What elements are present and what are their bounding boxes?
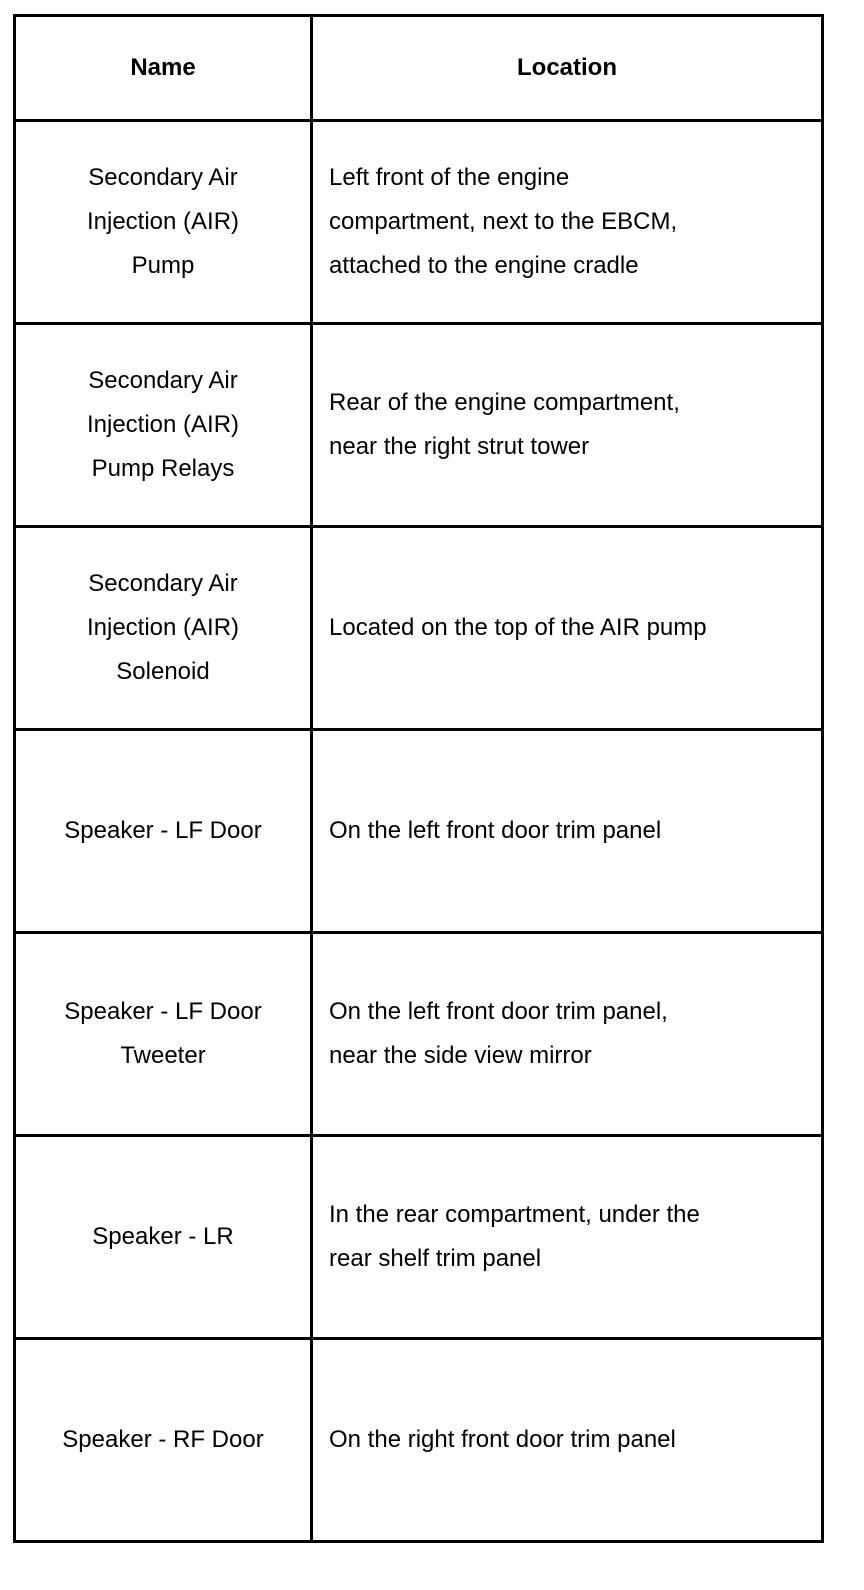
component-location-cell: Located on the top of the AIR pump <box>312 527 823 730</box>
component-location-cell: In the rear compartment, under the rear shelf trim panel <box>312 1136 823 1339</box>
component-name-cell: Speaker - LR <box>15 1136 312 1339</box>
component-name-cell: Speaker - RF Door <box>15 1339 312 1542</box>
table-row <box>15 527 823 730</box>
component-location-cell: Rear of the engine compartment, near the right strut tower <box>312 324 823 527</box>
column-header-name: Name <box>15 16 312 121</box>
component-name-cell: Speaker - LF Door Tweeter <box>15 933 312 1136</box>
component-location-cell: On the right front door trim panel <box>312 1339 823 1542</box>
table-row <box>15 121 823 324</box>
component-name-cell: Secondary Air Injection (AIR) Solenoid <box>15 527 312 730</box>
component-location-cell: On the left front door trim panel, near the side view mirror <box>312 933 823 1136</box>
table-row <box>15 324 823 527</box>
component-name-cell: Secondary Air Injection (AIR) Pump Relays <box>15 324 312 527</box>
column-header-location: Location <box>312 16 823 121</box>
table-row <box>15 1136 823 1339</box>
component-location-table <box>13 14 824 1543</box>
table-header-row <box>15 16 823 121</box>
table-row <box>15 730 823 933</box>
component-name-cell: Speaker - LF Door <box>15 730 312 933</box>
component-name-cell: Secondary Air Injection (AIR) Pump <box>15 121 312 324</box>
component-location-cell: On the left front door trim panel <box>312 730 823 933</box>
table-row <box>15 1339 823 1542</box>
component-location-cell: Left front of the engine compartment, next to the EBCM, attached to the engine cradle <box>312 121 823 324</box>
table-row <box>15 933 823 1136</box>
